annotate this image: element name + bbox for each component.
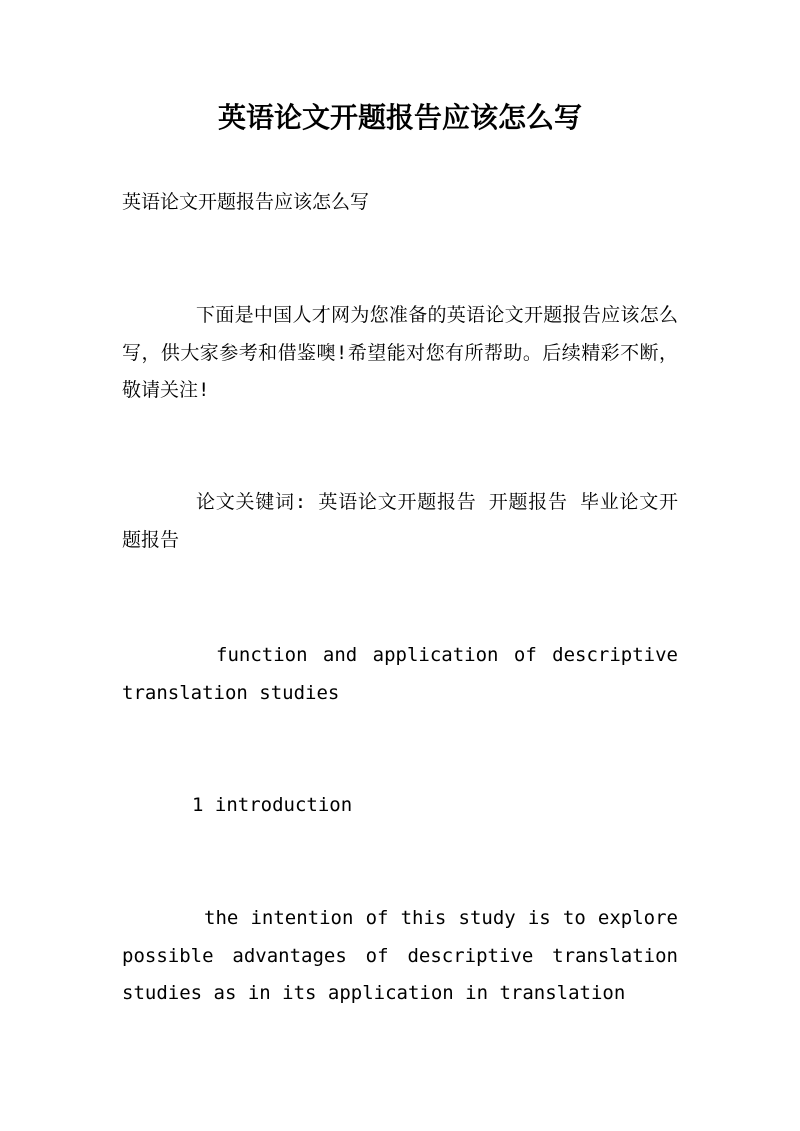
section-heading: 1 introduction bbox=[192, 794, 353, 816]
body-paragraph: the intention of this study is to explore possible advantages of descriptive translation studies as in its application in translation bbox=[122, 907, 678, 1004]
document-title: 英语论文开题报告应该怎么写 bbox=[217, 101, 582, 134]
keywords-paragraph: 论文关键词: 英语论文开题报告 开题报告 毕业论文开题报告 bbox=[122, 491, 678, 551]
paper-title-paragraph: function and application of descriptive translation studies bbox=[122, 644, 678, 704]
intro-paragraph: 下面是中国人才网为您准备的英语论文开题报告应该怎么写，供大家参考和借鉴噢!希望能对您有所帮助。后续精彩不断，敬请关注! bbox=[122, 304, 678, 401]
document-subtitle: 英语论文开题报告应该怎么写 bbox=[122, 191, 370, 213]
